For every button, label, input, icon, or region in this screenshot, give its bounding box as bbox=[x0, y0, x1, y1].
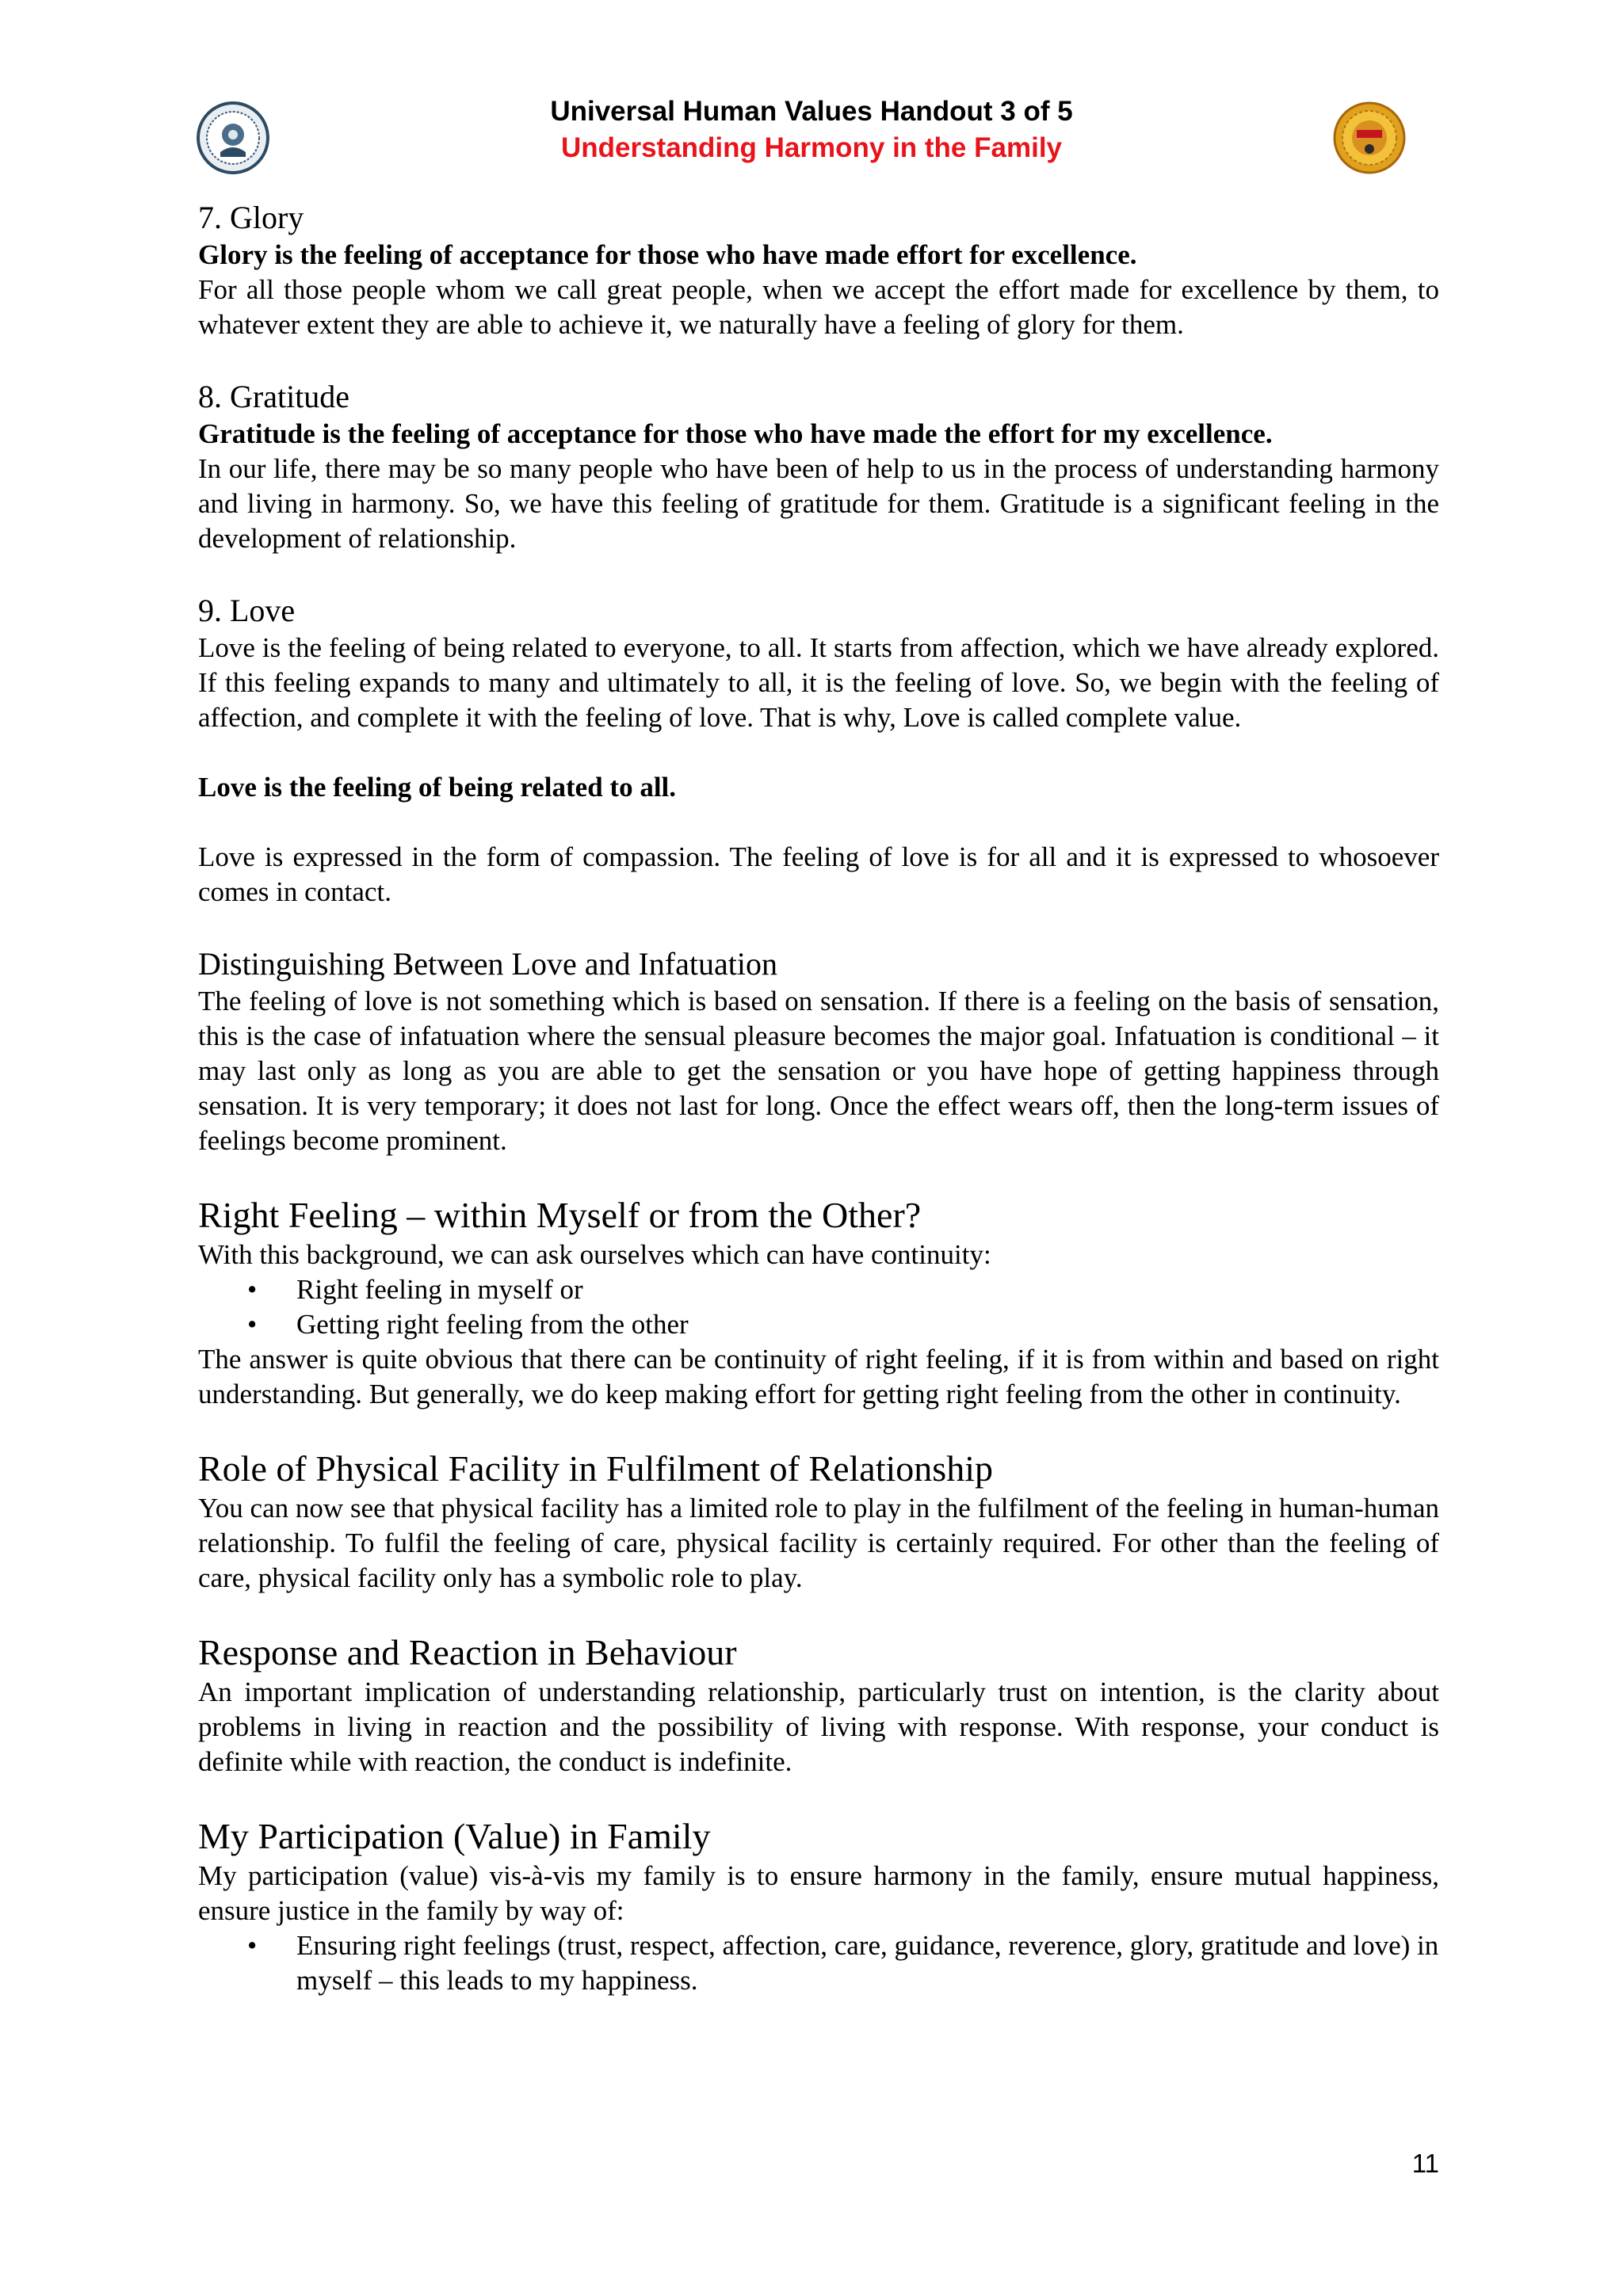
list-item: • Ensuring right feelings (trust, respect, affection, care, guidance, reverence, glory, gratitude and love) in myself – this leads to my happiness. bbox=[296, 1928, 1439, 1998]
institution-seal-icon bbox=[197, 100, 269, 176]
section-gratitude bbox=[198, 377, 1439, 556]
section-heading: Right Feeling – within Myself or from the Other? bbox=[198, 1195, 922, 1235]
header-titles bbox=[396, 93, 1227, 166]
section-heading: Distinguishing Between Love and Infatuation bbox=[198, 946, 777, 982]
body-paragraph: In our life, there may be so many people who have been of help to us in the process of understanding harmony and living in harmony. So, we have this feeling of gratitude for them. Gratitude is a significant feeling in the development of relationship. bbox=[198, 453, 1439, 554]
definition-text: Gratitude is the feeling of acceptance for those who have made the effort for my excellence. bbox=[198, 418, 1273, 449]
bullet-list bbox=[198, 1272, 1439, 1342]
section-heading: Role of Physical Facility in Fulfilment of Relationship bbox=[198, 1448, 993, 1489]
section-heading: Response and Reaction in Behaviour bbox=[198, 1632, 737, 1672]
section-heading: My Participation (Value) in Family bbox=[198, 1816, 711, 1856]
definition-text: Glory is the feeling of acceptance for those who have made effort for excellence. bbox=[198, 239, 1137, 270]
body-paragraph: For all those people whom we call great people, when we accept the effort made for excellence by them, to whatever extent they are able to achieve it, we naturally have a feeling of glory for them. bbox=[198, 274, 1439, 340]
section-heading: 7. Glory bbox=[198, 200, 304, 235]
body-paragraph: My participation (value) vis-à-vis my family is to ensure harmony in the family, ensure mutual happiness, ensure justice in the family by way of: bbox=[198, 1860, 1439, 1926]
body-paragraph: An important implication of understanding relationship, particularly trust on intention, is the clarity about problems in living in reaction and the possibility of living with response. With response, your conduct is definite while with reaction, the conduct is indefinite. bbox=[198, 1676, 1439, 1777]
page-number: 11 bbox=[1411, 2149, 1439, 2178]
section-infatuation bbox=[198, 944, 1439, 1158]
section-participation bbox=[198, 1814, 1439, 1998]
list-item: • Right feeling in myself or bbox=[296, 1272, 1439, 1307]
section-heading: 8. Gratitude bbox=[198, 379, 350, 414]
bullet-list bbox=[198, 1928, 1439, 1998]
section-glory bbox=[198, 198, 1439, 342]
emblem-badge-icon bbox=[1333, 100, 1406, 176]
list-item: • Getting right feeling from the other bbox=[296, 1307, 1439, 1342]
page-header bbox=[0, 93, 1623, 189]
body-paragraph: With this background, we can ask ourselves which can have continuity: bbox=[198, 1239, 991, 1270]
definition-text: Love is the feeling of being related to all. bbox=[198, 772, 677, 803]
section-love bbox=[198, 591, 1439, 910]
header-subtitle: Understanding Harmony in the Family bbox=[560, 132, 1063, 163]
section-heading: 9. Love bbox=[198, 593, 296, 628]
section-response-reaction bbox=[198, 1630, 1439, 1779]
section-physical-facility bbox=[198, 1447, 1439, 1596]
body-paragraph: You can now see that physical facility has a limited role to play in the fulfilment of the feeling in human-human relationship. To fulfil the feeling of care, physical facility is certainly required. For other than the feeling of care, physical facility only has a symbolic role to play. bbox=[198, 1493, 1439, 1593]
body-paragraph: Love is expressed in the form of compassion. The feeling of love is for all and it is expressed to whosoever comes in contact. bbox=[198, 841, 1439, 907]
body-paragraph: Love is the feeling of being related to everyone, to all. It starts from affection, which we have already explored. If this feeling expands to many and ultimately to all, it is the feeling of love. So, we begin with the feeling of affection, and complete it with the feeling of love. That is why, Love is called complete value. bbox=[198, 632, 1439, 733]
header-title: Universal Human Values Handout 3 of 5 bbox=[550, 96, 1073, 127]
section-right-feeling bbox=[198, 1193, 1439, 1412]
document-body bbox=[198, 198, 1439, 1998]
body-paragraph: The feeling of love is not something which is based on sensation. If there is a feeling on the basis of sensation, this is the case of infatuation where the sensual pleasure becomes the major goal. Infatuation is conditional – it may last only as long as you are able to get the sensation or you have hope of getting happiness through sensation. It is very temporary; it does not last for long. Once the effect wears off, then the long-term issues of feelings become prominent. bbox=[198, 986, 1439, 1156]
body-paragraph: The answer is quite obvious that there can be continuity of right feeling, if it is from within and based on right understanding. But generally, we do keep making effort for getting right feeling from the other in continuity. bbox=[198, 1344, 1439, 1409]
